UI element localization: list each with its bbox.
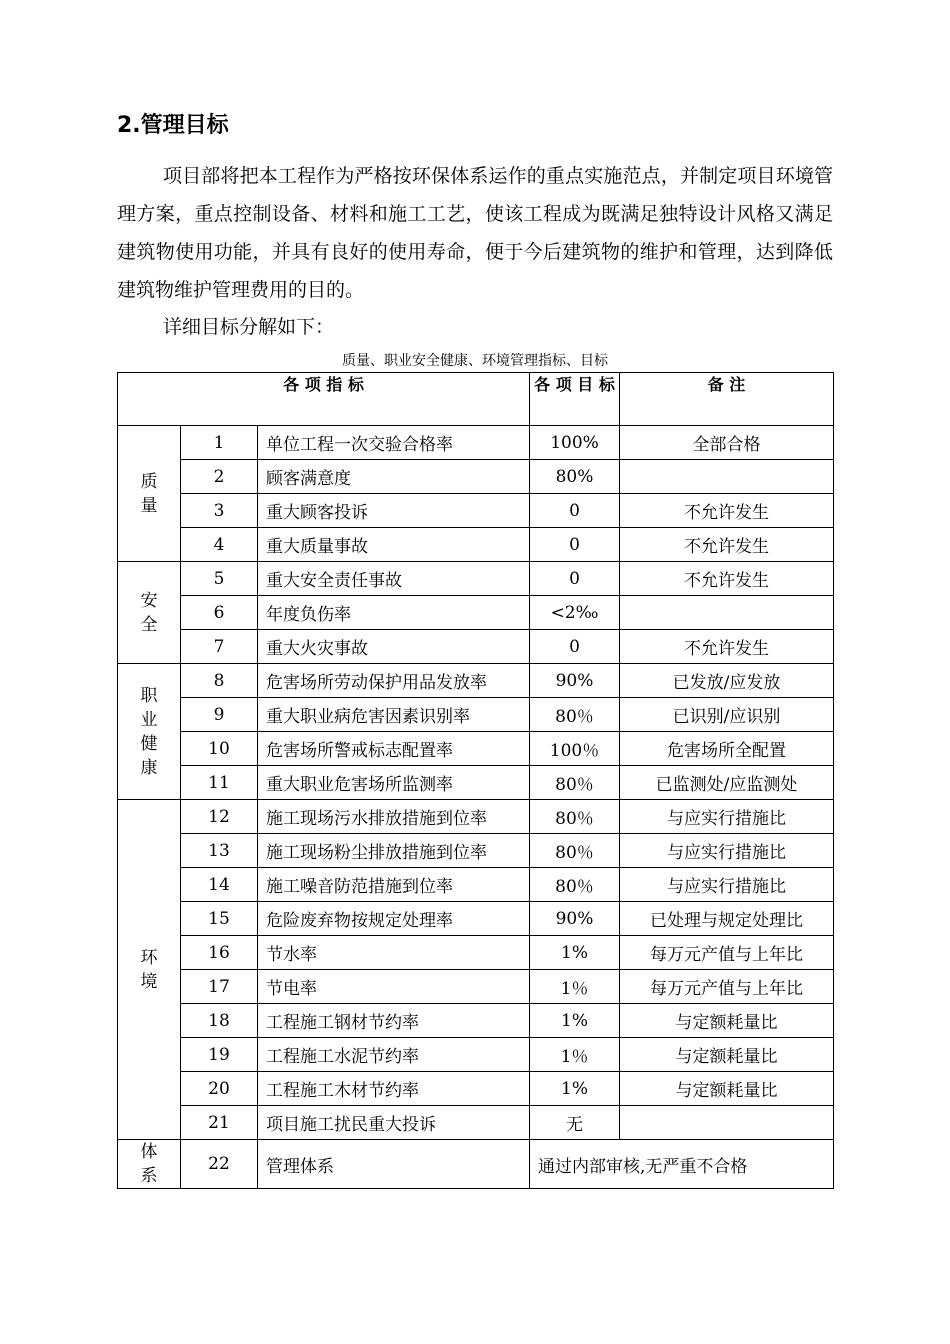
remark-cell: 不允许发生 (620, 630, 834, 664)
remark-cell (620, 596, 834, 630)
breakdown-paragraph: 详细目标分解如下： (163, 316, 335, 338)
target-cell: 0 (530, 494, 620, 528)
indicator-cell: 节电率 (258, 970, 530, 1004)
table-row (118, 1072, 834, 1106)
target-cell: 0 (530, 528, 620, 562)
target-cell: 80％ (530, 868, 620, 902)
remark-cell: 与应实行措施比 (620, 834, 834, 868)
indicator-cell: 工程施工钢材节约率 (258, 1004, 530, 1038)
indicator-cell: 管理体系 (258, 1140, 530, 1189)
row-number: 10 (181, 732, 258, 766)
remark-cell: 与定额耗量比 (620, 1072, 834, 1106)
indicator-cell: 工程施工木材节约率 (258, 1072, 530, 1106)
table-row (118, 1004, 834, 1038)
row-number: 18 (181, 1004, 258, 1038)
table-row (118, 1038, 834, 1072)
target-cell: 1% (530, 936, 620, 970)
row-number: 21 (181, 1106, 258, 1140)
target-cell: 90% (530, 664, 620, 698)
target-cell: 1% (530, 1072, 620, 1106)
remark-cell (620, 1106, 834, 1140)
target-cell: 1% (530, 1004, 620, 1038)
table-row (118, 834, 834, 868)
indicator-cell: 工程施工水泥节约率 (258, 1038, 530, 1072)
indicator-cell: 危害场所劳动保护用品发放率 (258, 664, 530, 698)
category-system: 体 系 (118, 1140, 181, 1189)
table-caption: 质量、职业安全健康、环境管理指标、目标 (342, 353, 608, 369)
target-cell: 1％ (530, 970, 620, 1004)
remark-cell: 与定额耗量比 (620, 1038, 834, 1072)
table-row (118, 630, 834, 664)
indicator-cell: 重大安全责任事故 (258, 562, 530, 596)
remark-cell: 已处理与规定处理比 (620, 902, 834, 936)
table-row (118, 562, 834, 596)
table-row (118, 460, 834, 494)
target-cell: 通过内部审核,无严重不合格 (530, 1140, 834, 1189)
indicator-cell: 危险废弃物按规定处理率 (258, 902, 530, 936)
row-number: 12 (181, 800, 258, 834)
row-number: 6 (181, 596, 258, 630)
table-header-row (118, 373, 834, 426)
target-cell: 80％ (530, 698, 620, 732)
target-cell: 80% (530, 460, 620, 494)
indicator-cell: 危害场所警戒标志配置率 (258, 732, 530, 766)
row-number: 13 (181, 834, 258, 868)
row-number: 9 (181, 698, 258, 732)
indicator-cell: 节水率 (258, 936, 530, 970)
category-safety: 安 全 (118, 562, 181, 664)
header-indicator: 各 项 指 标 (118, 373, 530, 426)
row-number: 1 (181, 426, 258, 460)
row-number: 19 (181, 1038, 258, 1072)
row-number: 16 (181, 936, 258, 970)
remark-cell: 每万元产值与上年比 (620, 936, 834, 970)
row-number: 3 (181, 494, 258, 528)
table-row (118, 936, 834, 970)
table-row (118, 766, 834, 800)
remark-cell: 已发放/应发放 (620, 664, 834, 698)
remark-cell: 与定额耗量比 (620, 1004, 834, 1038)
target-cell: 100% (530, 426, 620, 460)
row-number: 22 (181, 1140, 258, 1189)
target-cell: 无 (530, 1106, 620, 1140)
header-target: 各 项 目 标 (530, 373, 620, 426)
category-environment: 环 境 (118, 800, 181, 1140)
remark-cell: 与应实行措施比 (620, 800, 834, 834)
indicator-cell: 重大职业危害场所监测率 (258, 766, 530, 800)
header-remark: 备 注 (620, 373, 834, 426)
row-number: 14 (181, 868, 258, 902)
indicator-cell: 施工噪音防范措施到位率 (258, 868, 530, 902)
row-number: 17 (181, 970, 258, 1004)
indicator-cell: 施工现场污水排放措施到位率 (258, 800, 530, 834)
table-row (118, 902, 834, 936)
category-health: 职 业 健 康 (118, 664, 181, 800)
table-row (118, 732, 834, 766)
indicator-cell: 单位工程一次交验合格率 (258, 426, 530, 460)
row-number: 5 (181, 562, 258, 596)
indicator-cell: 顾客满意度 (258, 460, 530, 494)
table-row (118, 528, 834, 562)
remark-cell: 已监测处/应监测处 (620, 766, 834, 800)
row-number: 20 (181, 1072, 258, 1106)
indicator-cell: 重大职业病危害因素识别率 (258, 698, 530, 732)
indicator-cell: 重大火灾事故 (258, 630, 530, 664)
remark-cell: 每万元产值与上年比 (620, 970, 834, 1004)
indicator-cell: 重大质量事故 (258, 528, 530, 562)
indicator-cell: 项目施工扰民重大投诉 (258, 1106, 530, 1140)
table-row (118, 596, 834, 630)
table-row (118, 494, 834, 528)
section-heading: 2.管理目标 (117, 113, 229, 138)
table-row (118, 1140, 834, 1189)
remark-cell: 不允许发生 (620, 494, 834, 528)
table-row (118, 868, 834, 902)
target-cell: 0 (530, 562, 620, 596)
target-cell: 80％ (530, 800, 620, 834)
target-cell: 80％ (530, 834, 620, 868)
target-cell: 0 (530, 630, 620, 664)
target-cell: 100％ (530, 732, 620, 766)
row-number: 4 (181, 528, 258, 562)
remark-cell: 已识别/应识别 (620, 698, 834, 732)
table-row (118, 1106, 834, 1140)
row-number: 8 (181, 664, 258, 698)
remark-cell: 全部合格 (620, 426, 834, 460)
indicator-cell: 施工现场粉尘排放措施到位率 (258, 834, 530, 868)
indicator-cell: 年度负伤率 (258, 596, 530, 630)
indicator-cell: 重大顾客投诉 (258, 494, 530, 528)
remark-cell: 不允许发生 (620, 562, 834, 596)
remark-cell: 危害场所全配置 (620, 732, 834, 766)
intro-paragraph: 项目部将把本工程作为严格按环保体系运作的重点实施范点，并制定项目环境管理方案，重点控制设备、材料和施工工艺，使该工程成为既满足独特设计风格又满足建筑物使用功能，并具有良好的使用寿命，便于今后建筑物的维护和管理，达到降低建筑物维护管理费用的目的。 (117, 165, 833, 301)
target-cell: 90% (530, 902, 620, 936)
row-number: 15 (181, 902, 258, 936)
category-quality: 质 量 (118, 426, 181, 562)
row-number: 2 (181, 460, 258, 494)
table-row (118, 426, 834, 460)
target-cell: <2‰ (530, 596, 620, 630)
remark-cell: 不允许发生 (620, 528, 834, 562)
table-row (118, 800, 834, 834)
targets-table (117, 372, 834, 1189)
table-row (118, 698, 834, 732)
remark-cell: 与应实行措施比 (620, 868, 834, 902)
target-cell: 80％ (530, 766, 620, 800)
row-number: 11 (181, 766, 258, 800)
row-number: 7 (181, 630, 258, 664)
table-row (118, 664, 834, 698)
remark-cell (620, 460, 834, 494)
target-cell: 1％ (530, 1038, 620, 1072)
table-row (118, 970, 834, 1004)
